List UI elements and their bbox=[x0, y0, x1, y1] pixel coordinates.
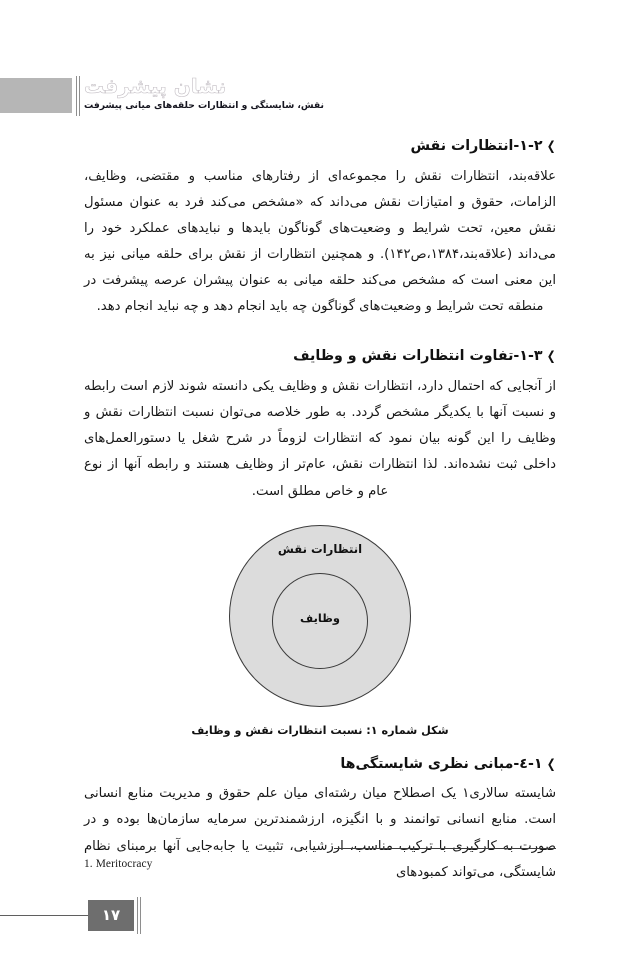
section-paragraph-1: علاقه‌بند، انتظارات نقش را مجموعه‌ای از رفتارهای مناسب و مقتضی، وظایف، الزامات، حقوق و امتیازات نقش می‌داند که «مشخص می‌کند فرد به عنوان مسئول نقش معین، تحت شرایط و وضعیت‌های گوناگون بایدها و نبایدهای عملکرد خود را می‌داند (علاقه‌بند،۱۳۸۴،ص۱۴۲). و همچنین انتظارات از نقش برای حلقه میانی نیز به این معنی است که مشخص می‌کند حلقه میانی به عنوان پیشران عرصه پیشرفت در منطقه تحت شرایط و وضعیت‌های گوناگون چه باید انجام دهد و چه نباید انجام دهد. bbox=[84, 168, 556, 315]
section-paragraph-2: از آنجایی که احتمال دارد، انتظارات نقش و وظایف یکی دانسته شوند لازم است رابطه و نسبت آنها با یکدیگر مشخص گردد. به طور خلاصه می‌توان نسبت انتظارات نقش و وظایف را این گونه بیان نمود که انتظارات لزوماً در شرح شغل یا دستورالعمل‌های داخلی ثبت نشده‌اند. لذا انتظارات نقش، عام‌تر از وظایف هستند و رابطه آنها از نوع عام و خاص مطلق است. bbox=[84, 379, 556, 499]
spacer bbox=[84, 737, 556, 754]
section-heading-2-text: ۱-۳-تفاوت انتظارات نقش و وظایف bbox=[293, 348, 543, 365]
figure-caption: شکل شماره ۱: نسبت انتظارات نقش و وظایف bbox=[191, 723, 449, 737]
page-number-box bbox=[88, 900, 134, 931]
page-footer bbox=[0, 900, 644, 934]
inner-circle-label: وظایف bbox=[300, 610, 340, 625]
spacer bbox=[84, 320, 556, 346]
chevron-right-icon: ❯ bbox=[546, 348, 556, 364]
header-subtitle: نقش، شایستگی و انتظارات حلقه‌های میانی پیشرفت bbox=[84, 100, 324, 111]
chevron-right-icon: ❯ bbox=[546, 138, 556, 153]
section-heading-1-text: ۱-۲-انتظارات نقش bbox=[410, 138, 543, 154]
footnote-text: 1. Meritocracy bbox=[84, 858, 153, 870]
section-heading-1 bbox=[84, 136, 556, 157]
section-paragraph-3: شایسته سالاری۱ یک اصطلاح میان رشته‌ای میان علم حقوق و مدیریت منابع انسانی است. منابع انسانی توانمند و با انگیزه، ارزشمندترین سرمایه سازمان‌ها بوده و در صورت به کارگیری با ترکیب مناسب، ارزشیابی، تثبیت یا جابه‌جایی آنها برمبنای نظام شایستگی، می‌تواند کمبودهای bbox=[84, 786, 556, 880]
header-watermark-title: نشان پیشرفت bbox=[84, 74, 227, 98]
section-heading-3 bbox=[84, 754, 556, 775]
header-vertical-rule bbox=[76, 76, 80, 116]
footer-vertical-rule bbox=[137, 897, 141, 934]
figure-role-expectations bbox=[84, 525, 556, 737]
footer-horizontal-line bbox=[0, 915, 88, 916]
header-gray-block bbox=[0, 78, 72, 113]
section-heading-2 bbox=[84, 346, 556, 367]
page-number: ۱۷ bbox=[101, 906, 121, 924]
footnote-separator bbox=[334, 848, 556, 849]
footnote-area bbox=[84, 848, 556, 870]
running-header bbox=[0, 74, 644, 118]
chevron-right-icon: ❯ bbox=[546, 755, 556, 771]
header-text-group bbox=[84, 74, 504, 111]
page-content bbox=[84, 136, 556, 886]
section-heading-3-text: ۱-٤-مبانی نظری شایستگی‌ها bbox=[340, 755, 543, 772]
concentric-circles-diagram bbox=[216, 525, 424, 711]
outer-circle-label: انتظارات نقش bbox=[277, 541, 363, 556]
